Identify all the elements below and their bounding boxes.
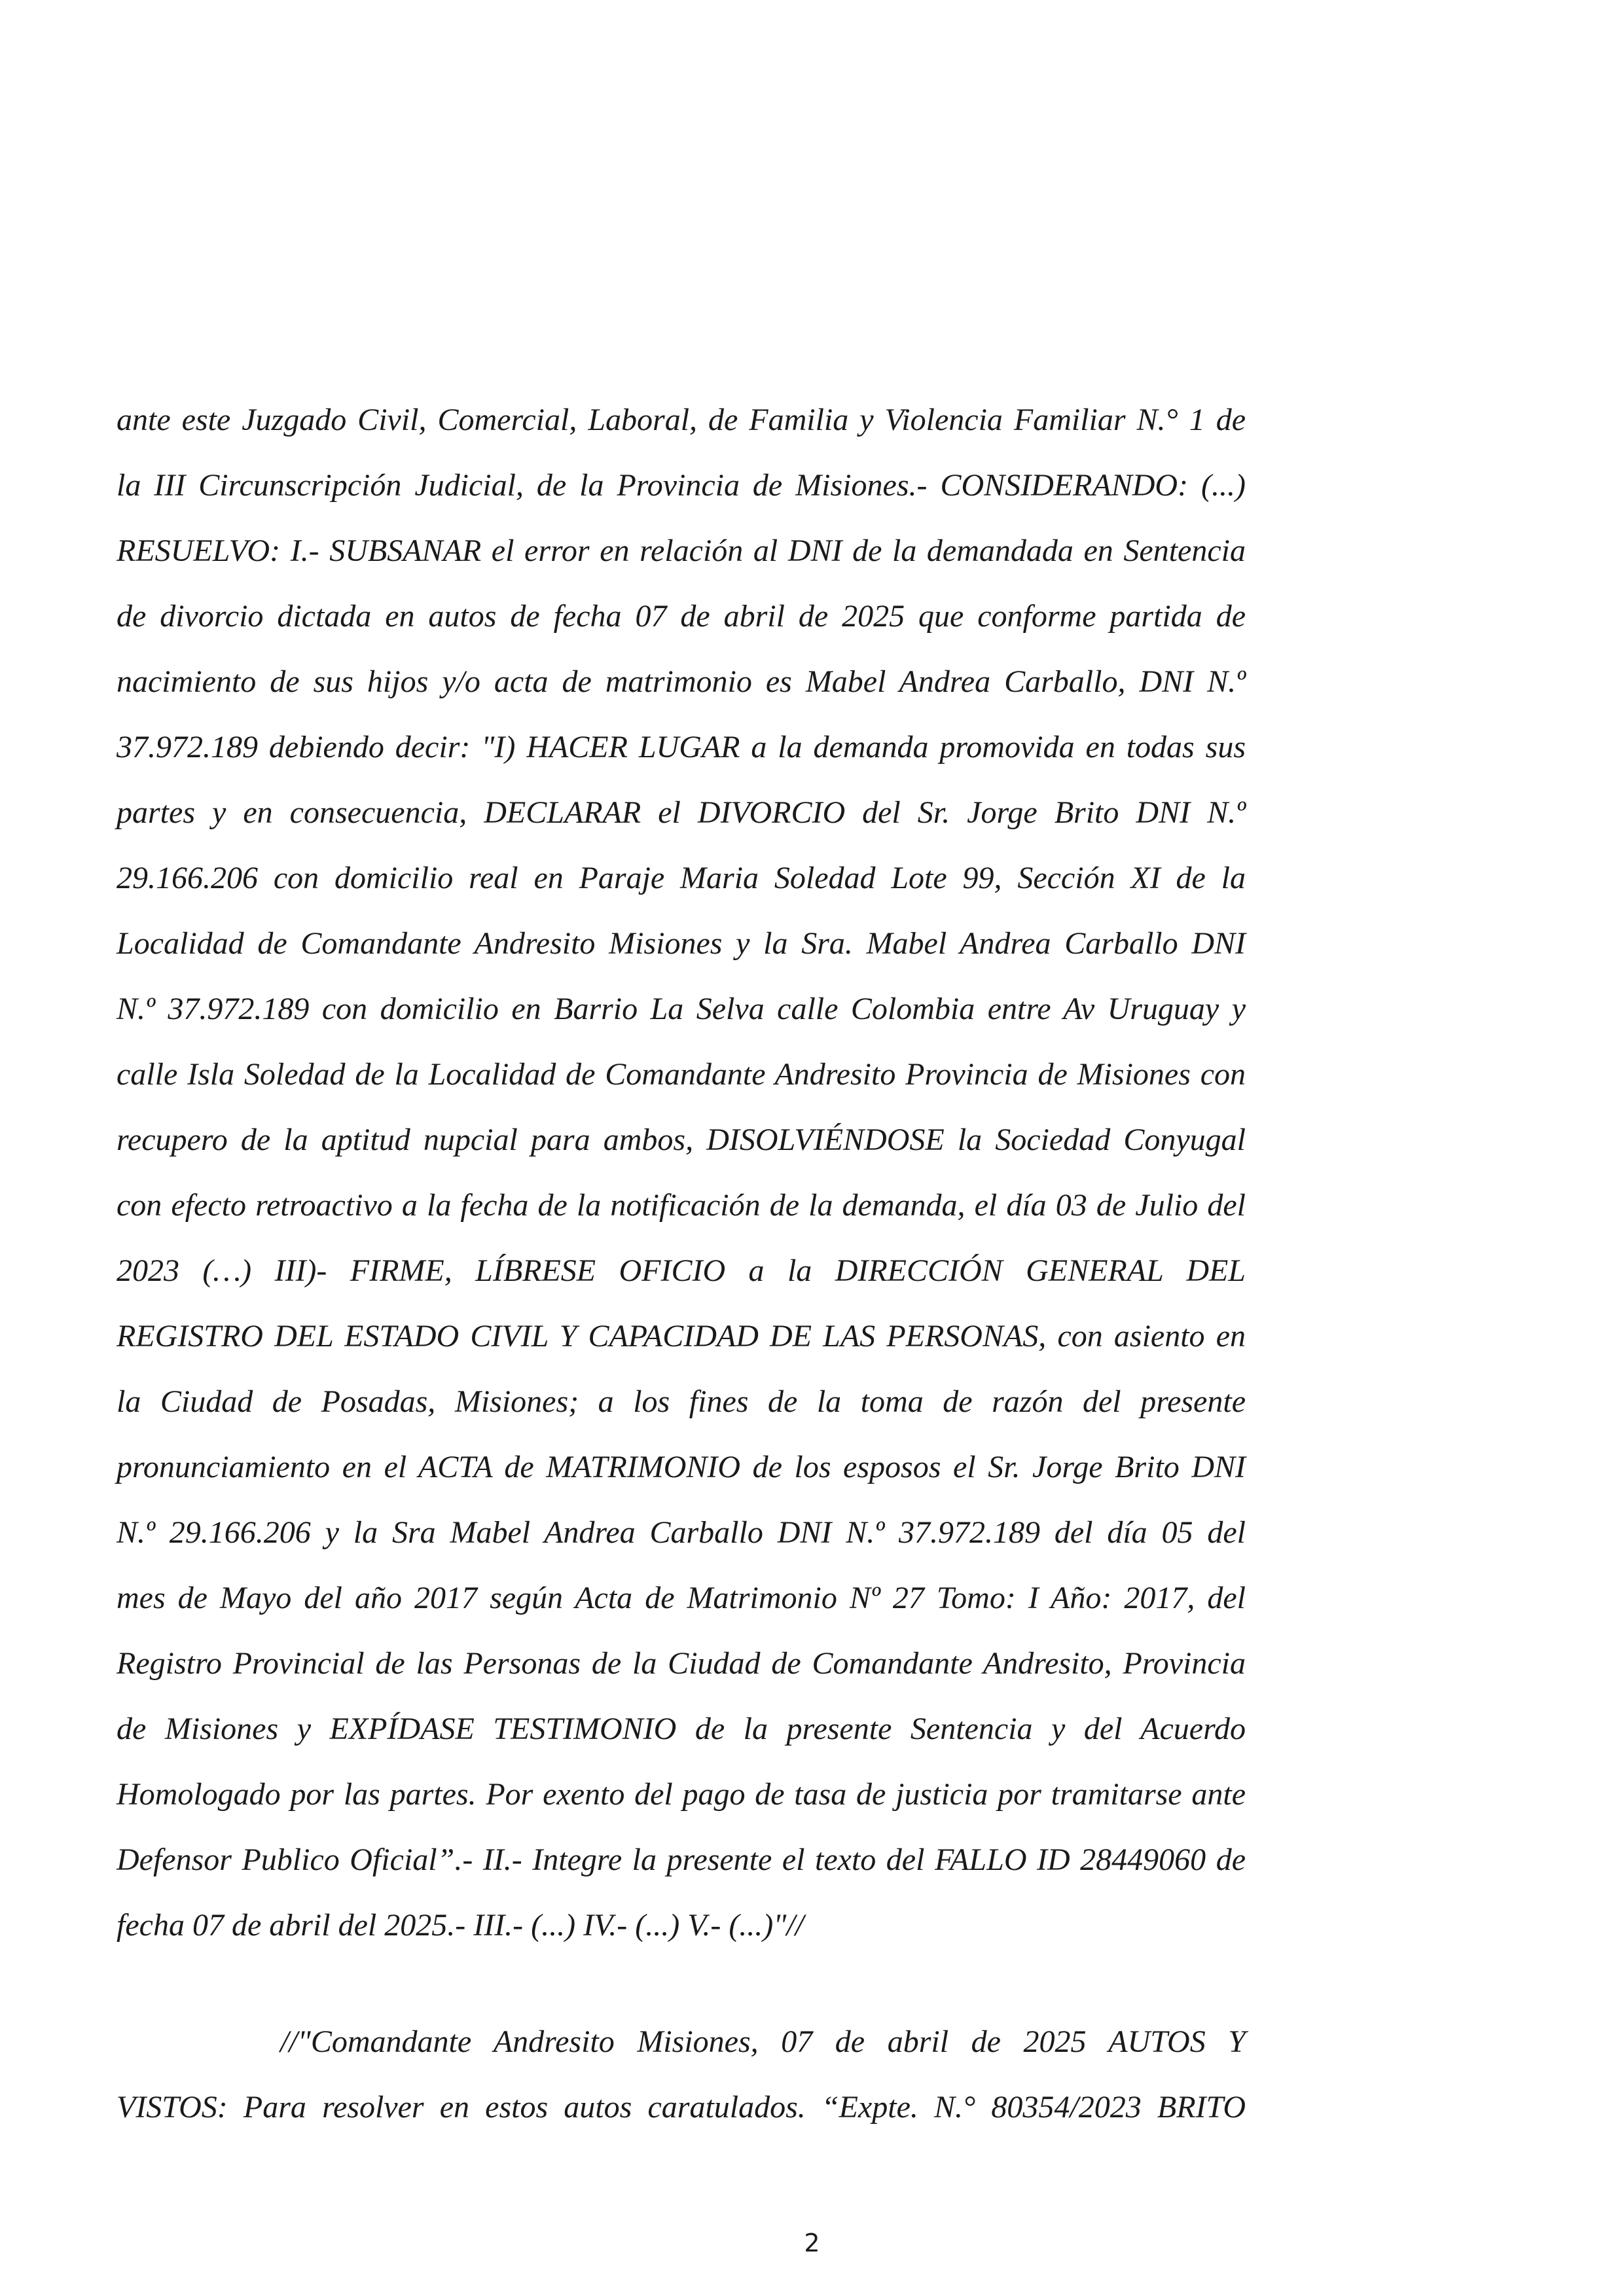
text-line: recupero de la aptitud nupcial para ambos, DISOLVIÉNDOSE la Sociedad Conyugal — [117, 1122, 1246, 1157]
text-line: //"Comandante Andresito Misiones, 07 de abril de 2025 AUTOS Y — [280, 2024, 1246, 2059]
text-line: REGISTRO DEL ESTADO CIVIL Y CAPACIDAD DE LAS PERSONAS, con asiento en — [117, 1319, 1246, 1354]
text-line: de divorcio dictada en autos de fecha 07 de abril de 2025 que conforme partida de — [117, 599, 1246, 634]
text-line: de Misiones y EXPÍDASE TESTIMONIO de la presente Sentencia y del Acuerdo — [117, 1712, 1246, 1746]
text-line: RESUELVO: I.- SUBSANAR el error en relación al DNI de la demandada en Sentencia — [117, 533, 1246, 568]
text-line: VISTOS: Para resolver en estos autos caratulados. “Expte. N.° 80354/2023 BRITO — [117, 2090, 1246, 2125]
text-line: la Ciudad de Posadas, Misiones; a los fines de la toma de razón del presente — [117, 1384, 1246, 1419]
text-line: calle Isla Soledad de la Localidad de Comandante Andresito Provincia de Misiones con — [117, 1057, 1246, 1092]
text-line: ante este Juzgado Civil, Comercial, Laboral, de Familia y Violencia Familiar N.° 1 de — [117, 403, 1246, 437]
text-line: 2023 (…) III)- FIRME, LÍBRESE OFICIO a la DIRECCIÓN GENERAL DEL — [117, 1253, 1246, 1288]
text-line: partes y en consecuencia, DECLARAR el DIVORCIO del Sr. Jorge Brito DNI N.º — [117, 795, 1246, 830]
text-line: con efecto retroactivo a la fecha de la notificación de la demanda, el día 03 de Julio del — [117, 1188, 1246, 1223]
text-line: N.º 37.972.189 con domicilio en Barrio La Selva calle Colombia entre Av Uruguay y — [117, 992, 1246, 1026]
text-line: 29.166.206 con domicilio real en Paraje Maria Soledad Lote 99, Sección XI de la — [117, 861, 1246, 895]
text-line: Defensor Publico Oficial”.- II.- Integre la presente el texto del FALLO ID 28449060 de — [117, 1842, 1246, 1877]
text-line: fecha 07 de abril del 2025.- III.- (...) IV.- (...) V.- (...)"// — [117, 1908, 804, 1943]
text-line: nacimiento de sus hijos y/o acta de matrimonio es Mabel Andrea Carballo, DNI N.º — [117, 664, 1246, 699]
text-line: Homologado por las partes. Por exento del pago de tasa de justicia por tramitarse ante — [117, 1777, 1246, 1812]
text-line: la III Circunscripción Judicial, de la Provincia de Misiones.- CONSIDERANDO: (...) — [117, 468, 1246, 503]
text-line: 37.972.189 debiendo decir: "I) HACER LUGAR a la demanda promovida en todas sus — [117, 730, 1246, 764]
text-line: N.º 29.166.206 y la Sra Mabel Andrea Carballo DNI N.º 37.972.189 del día 05 del — [117, 1515, 1246, 1550]
page-number: 2 — [804, 2229, 820, 2257]
text-line: Localidad de Comandante Andresito Misiones y la Sra. Mabel Andrea Carballo DNI — [117, 926, 1246, 961]
text-line: mes de Mayo del año 2017 según Acta de Matrimonio Nº 27 Tomo: I Año: 2017, del — [117, 1581, 1246, 1615]
text-line: Registro Provincial de las Personas de la Ciudad de Comandante Andresito, Provincia — [117, 1646, 1246, 1681]
text-line: pronunciamiento en el ACTA de MATRIMONIO de los esposos el Sr. Jorge Brito DNI — [117, 1450, 1246, 1484]
